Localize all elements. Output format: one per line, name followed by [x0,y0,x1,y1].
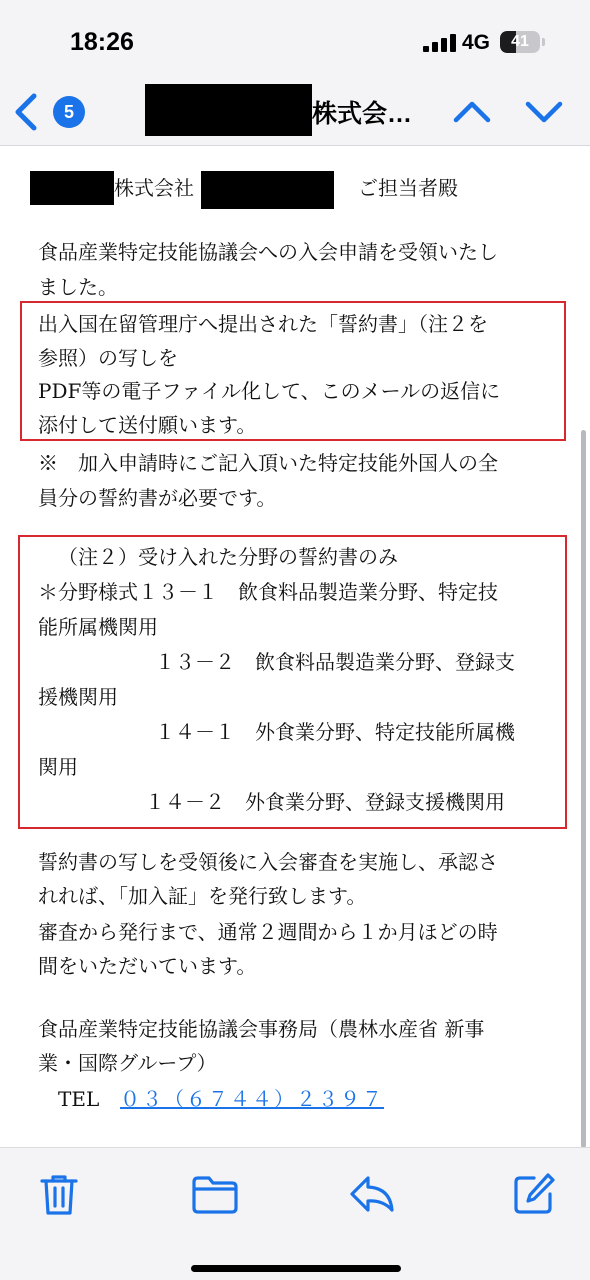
bottom-toolbar [0,1147,590,1280]
request-line: PDF等の電子ファイル化して、このメールの返信に [38,379,501,403]
form-line: １４－２ 外食業分野、登録支援機関用 [145,790,505,814]
network-label: 4G [462,31,491,54]
home-indicator[interactable] [191,1265,401,1272]
greeting-company: 株式会社 [114,176,194,200]
signal-icon [423,34,457,52]
move-to-folder-button[interactable] [190,1170,238,1218]
redacted-block [145,84,312,136]
tel-label: TEL [58,1087,100,1111]
scrollbar[interactable] [581,430,586,1148]
battery-level: 41 [511,33,529,50]
signature-line: 業・国際グループ） [38,1051,217,1075]
chevron-left-icon [12,92,42,132]
back-button[interactable] [8,90,88,134]
process-line: 誓約書の写しを受領後に入会審査を実施し、承認さ [38,850,498,874]
note-line: 員分の誓約書が必要です。 [38,486,277,510]
previous-message-button[interactable] [450,92,494,132]
phone-link[interactable]: ０３（６７４４）２３９７ [120,1087,384,1111]
chevron-up-icon [450,92,494,132]
unread-count-badge: 5 [53,96,85,128]
chevron-down-icon [522,92,566,132]
intro-line: 食品産業特定技能協議会への入会申請を受領いたし [38,240,498,264]
form-line: ＊分野様式１３－１ 飲食料品製造業分野、特定技 [38,580,498,604]
note-line: ※ 加入申請時にご記入頂いた特定技能外国人の全 [38,451,498,475]
form-line: １３－２ 飲食料品製造業分野、登録支 [155,650,515,674]
form-line: 関用 [38,755,78,779]
reply-icon [348,1170,396,1218]
compose-button[interactable] [510,1170,558,1218]
status-bar [0,0,590,80]
process-line: 間をいただいています。 [38,954,257,978]
folder-icon [190,1170,240,1218]
note2-title: （注２）受け入れた分野の誓約書のみ [58,545,398,569]
trash-icon [35,1170,83,1218]
battery-icon [500,31,540,53]
greeting-recipient: ご担当者殿 [358,176,458,200]
email-subject-title: 株式会… [312,100,413,128]
request-line: 出入国在留管理庁へ提出された「誓約書」（注２を [38,312,488,336]
form-line: １４－１ 外食業分野、特定技能所属機 [155,720,515,744]
reply-button[interactable] [348,1170,396,1218]
compose-icon [510,1170,558,1218]
redacted-block [201,171,334,209]
intro-line: ました。 [38,275,118,299]
nav-bar [0,80,590,146]
battery-tip [542,38,545,46]
status-time: 18:26 [70,28,134,56]
delete-button[interactable] [35,1170,83,1218]
email-body [0,147,590,1145]
process-line: れれば、「加入証」を発行致します。 [38,884,367,908]
request-line: 参照）の写しを [38,346,178,370]
signature-line: 食品産業特定技能協議会事務局（農林水産省 新事 [38,1017,485,1041]
form-line: 援機関用 [38,685,118,709]
form-line: 能所属機関用 [38,615,158,639]
request-line: 添付して送付願います。 [38,413,257,437]
next-message-button[interactable] [522,92,566,132]
process-line: 審査から発行まで、通常２週間から１か月ほどの時 [38,920,498,944]
redacted-block [30,171,114,205]
